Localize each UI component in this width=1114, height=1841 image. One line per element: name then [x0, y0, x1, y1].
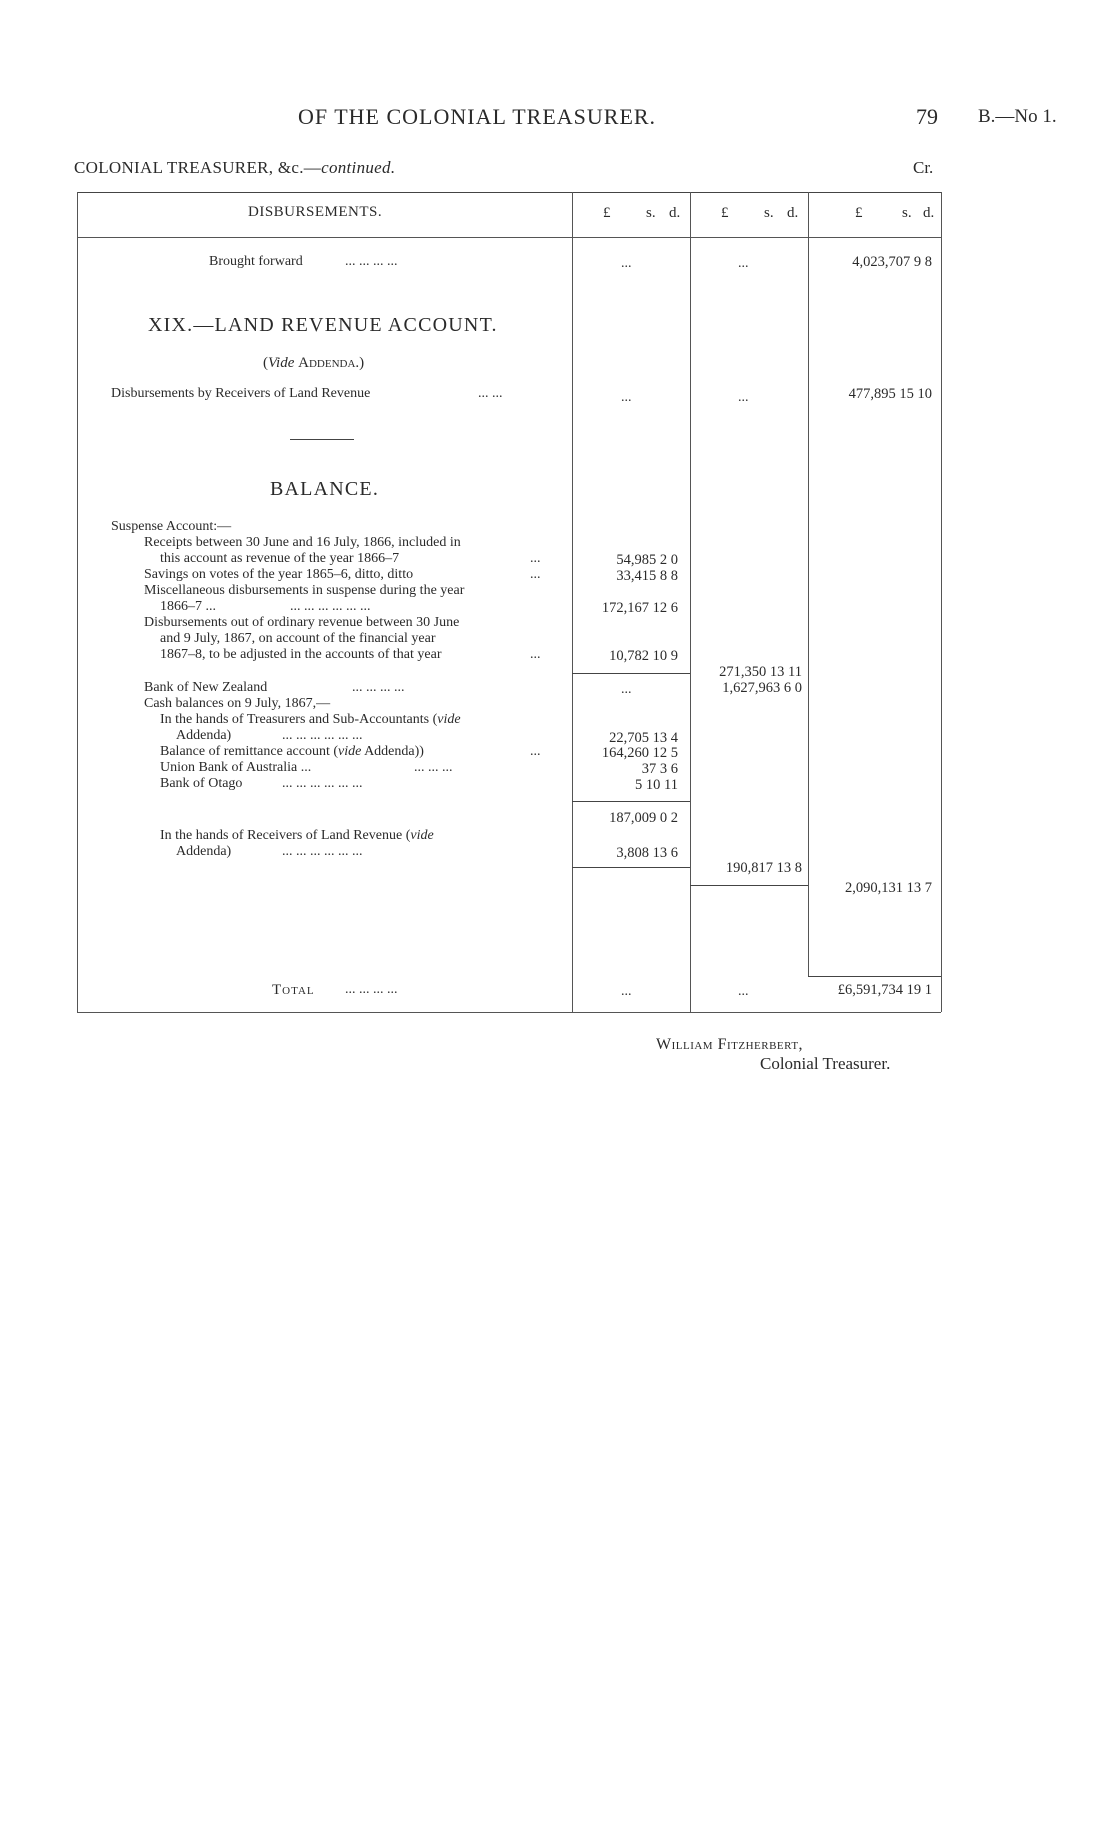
brought-forward-col2: ...: [738, 256, 749, 271]
treasurers-line-1-text: In the hands of Treasurers and Sub-Accountants (: [160, 712, 438, 727]
disb-leader: ...: [530, 647, 541, 662]
column-divider-3: [808, 192, 809, 977]
disb-line-1: Disbursements out of ordinary revenue between 30 June: [144, 615, 460, 630]
brought-forward-label: Brought forward: [209, 254, 303, 269]
section-separator: [290, 439, 354, 440]
receivers-hands-line-1: [160, 828, 434, 844]
receipts-leader: ...: [530, 551, 541, 566]
receivers-disbursement-col2: ...: [738, 390, 749, 405]
balance-rule-col2: [690, 885, 808, 886]
bank-nz-value: 1,627,963 6 0: [722, 680, 802, 696]
account-heading-main: COLONIAL TREASURER, &c.—: [74, 158, 322, 177]
misc-line-2: 1866–7 ...: [160, 599, 216, 614]
receivers-disbursement-col1: ...: [621, 390, 632, 405]
receivers-hands-line-1-text: In the hands of Receivers of Land Revenue (: [160, 828, 411, 843]
receivers-disbursement-col3: 477,895 15 10: [848, 386, 932, 402]
col2-shillings-header: s.: [764, 205, 774, 221]
addenda-caps: Addenda.: [298, 355, 360, 371]
cash-total: 190,817 13 8: [725, 860, 802, 876]
table-top-rule: [77, 192, 941, 193]
cash-subtotal: 187,009 0 2: [609, 810, 678, 826]
vide-italic: Vide: [268, 355, 295, 371]
remittance-label-b: Addenda): [361, 744, 420, 759]
remittance-vide: vide: [338, 744, 362, 759]
receivers-disbursement-leader: ... ...: [478, 386, 503, 401]
union-bank-value: 37 3 6: [641, 761, 678, 777]
cash-balances-label: Cash balances on 9 July, 1867,—: [144, 696, 331, 711]
signature-name: William Fitzherbert,: [656, 1036, 804, 1053]
misc-value: 172,167 12 6: [601, 600, 678, 616]
vide-addenda-note: (Vide Addenda.): [263, 355, 365, 371]
col1-pence-header: d.: [669, 205, 681, 221]
treasurers-line-2: Addenda): [176, 728, 232, 743]
remittance-label-a: Balance of remittance account (: [160, 744, 339, 759]
col3-shillings-header: s.: [902, 205, 912, 221]
treasurers-line-1: [160, 712, 461, 728]
grand-total-value: £6,591,734 19 1: [837, 982, 932, 998]
receivers-hands-line-2: Addenda): [176, 844, 232, 859]
union-bank-label: Union Bank of Australia ...: [160, 760, 312, 775]
col3-pence-header: d.: [923, 205, 935, 221]
treasurers-value: 22,705 13 4: [609, 730, 678, 746]
savings-label: Savings on votes of the year 1865–6, ditto, ditto: [144, 567, 414, 582]
col3-pounds-header: £: [855, 205, 863, 221]
table-header-rule: [77, 237, 941, 238]
misc-leader: ... ... ... ... ... ...: [290, 599, 371, 614]
bank-otago-leader: ... ... ... ... ... ...: [282, 776, 363, 791]
savings-leader: ...: [530, 567, 541, 582]
misc-line-1: Miscellaneous disbursements in suspense during the year: [144, 583, 465, 598]
disb-value: 10,782 10 9: [609, 648, 678, 664]
bank-nz-leader: ... ... ... ...: [352, 680, 405, 695]
receivers-disbursement-label: Disbursements by Receivers of Land Revenue: [111, 386, 371, 401]
disb-line-3: 1867–8, to be adjusted in the accounts of that year: [160, 647, 442, 662]
receivers-vide: vide: [410, 828, 434, 843]
bank-nz-label: Bank of New Zealand: [144, 680, 268, 695]
col2-pence-header: d.: [787, 205, 799, 221]
account-heading: [74, 158, 395, 178]
document-reference: B.—No 1.: [978, 106, 1057, 127]
suspense-subtotal-rule: [572, 673, 690, 674]
cash-total-rule-col1: [572, 867, 690, 868]
remittance-value: 164,260 12 5: [601, 745, 678, 761]
suspense-total: 271,350 13 11: [719, 664, 802, 680]
receipts-value: 54,985 2 0: [616, 552, 678, 568]
bank-otago-label: Bank of Otago: [160, 776, 243, 791]
suspense-account-label: Suspense Account:—: [111, 519, 232, 534]
credit-marker: Cr.: [913, 158, 934, 177]
bank-nz-col1: ...: [621, 682, 632, 697]
balance-total: 2,090,131 13 7: [845, 880, 932, 896]
total-label: Total: [272, 982, 315, 998]
union-bank-leader: ... ... ...: [414, 760, 453, 775]
total-col1: ...: [621, 984, 632, 999]
remittance-label: Balance of remittance account (vide Addenda)): [160, 744, 424, 759]
savings-value: 33,415 8 8: [616, 568, 678, 584]
land-revenue-section-title: XIX.—LAND REVENUE ACCOUNT.: [148, 314, 498, 336]
remittance-leader: ...: [530, 744, 541, 759]
brought-forward-col1: ...: [621, 256, 632, 271]
receipts-line-1: Receipts between 30 June and 16 July, 1866, included in: [144, 535, 461, 550]
cash-subtotal-rule: [572, 801, 690, 802]
col1-pounds-header: £: [603, 205, 611, 221]
col2-pounds-header: £: [721, 205, 729, 221]
receipts-line-2: this account as revenue of the year 1866–7: [160, 551, 400, 566]
page-number: 79: [916, 104, 938, 129]
disbursements-column-header: DISBURSEMENTS.: [248, 204, 383, 220]
table-bottom-rule: [77, 1012, 941, 1013]
account-heading-italic: continued.: [321, 158, 396, 177]
total-leader: ... ... ... ...: [345, 982, 398, 997]
signature-title: Colonial Treasurer.: [760, 1054, 891, 1073]
receivers-hands-value: 3,808 13 6: [616, 845, 678, 861]
column-divider-2: [690, 192, 691, 1012]
brought-forward-leader: ... ... ... ...: [345, 254, 398, 269]
table-right-border: [941, 192, 942, 1012]
balance-section-title: BALANCE.: [270, 478, 380, 500]
col1-shillings-header: s.: [646, 205, 656, 221]
total-col2: ...: [738, 984, 749, 999]
disb-line-2: and 9 July, 1867, on account of the financial year: [160, 631, 436, 646]
page-title: OF THE COLONIAL TREASURER.: [298, 104, 657, 129]
treasurers-vide: vide: [437, 712, 461, 727]
bank-otago-value: 5 10 11: [635, 777, 678, 793]
table-left-border: [77, 192, 78, 1012]
receivers-hands-leader: ... ... ... ... ... ...: [282, 844, 363, 859]
treasurers-leader: ... ... ... ... ... ...: [282, 728, 363, 743]
brought-forward-col3: 4,023,707 9 8: [852, 254, 932, 270]
grand-total-rule: [808, 976, 941, 977]
